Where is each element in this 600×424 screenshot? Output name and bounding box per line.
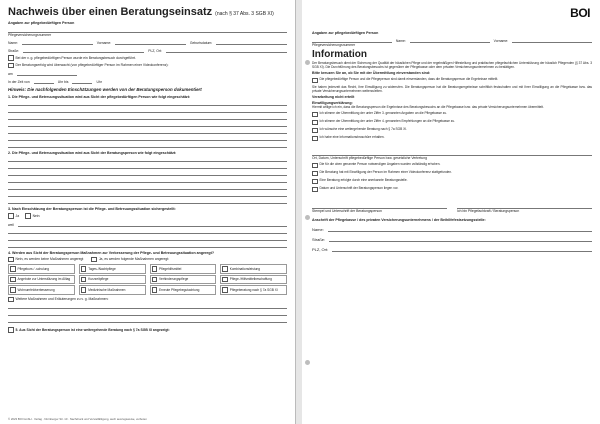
vorname-label: Vorname: [96,41,112,46]
q3-ja-checkbox[interactable] [8,213,14,219]
am-field[interactable] [17,70,77,76]
widerruf-paragraph: Sie haben jederzeit das Recht, Ihre Einwilligung zu widerrufen. Die Beratungsperson hat die Beratungsergebnisse schriftlich festzuhalten und mit Ihrer Einwilligung an die Pflegekasse bzw. das private Versicherungsunternehmen weiterzuleiten. [312,85,592,94]
vorname-label-right: Vorname: [493,39,509,43]
measure-item[interactable]: Pflegehilfsmittel [150,264,217,274]
kv-label: Pflegeversicherungsnummer [8,33,52,37]
measure-item[interactable]: Pflege-/Hilfsmittelbeschaffung [220,275,287,285]
answer-2-lines[interactable] [8,155,287,204]
einwilligung-item: Ich habe eine Informationsbroschüre erhalten. [312,135,592,141]
question-4: 4. Werden aus Sicht der Beratungsperson Maßnahmen zur Verbesserung der Pflege- und Betreuungssituation angeregt? [8,250,215,255]
measure-item[interactable]: Wohnumfeldverbesserung [8,285,75,295]
name-row [8,39,287,45]
plz-field[interactable] [166,47,287,53]
signature-row [312,202,592,213]
name-field[interactable] [22,39,93,45]
einwilligung-item: Ich wünsche eine weitergehende Beratung nach § 7a SGB XI. [312,127,592,133]
measure-item[interactable]: Pflegekurs / -schulung [8,264,75,274]
q3-ja-label: Ja [15,213,20,218]
vorname-field[interactable] [115,39,186,45]
beratung-item: Datum und Unterschrift der Beratungsperson liegen vor. [312,186,592,192]
vorname-field-right[interactable] [512,37,592,43]
weil-row [8,221,287,227]
answer-1-lines[interactable] [8,99,287,148]
measure-item[interactable]: Kurzzeitpflege [79,275,146,285]
signature-label-left: Stempel und Unterschrift der Beratungsperson [312,209,382,214]
geb-label: Geburtsdatum: [189,41,213,46]
beratung-item: Die für die oben genannte Person notwendigen Angaben wurden vollständig erhoben. [312,162,592,168]
question-1: 1. Die Pflege- und Betreuungssituation wird aus Sicht der pflegebedürftigen Person wie folgt eingeschätzt: [8,95,191,100]
anschrift-strasse-field[interactable] [329,236,592,242]
einwilligung-paragraph: Hiermit willige ich ein, dass die Beratungsperson die Ergebnisse des Beratungsbesuchs an die Pflegekasse bzw. das private Versicherungsunternehmen übermittelt. [312,105,544,110]
zeit-von-field[interactable] [34,78,54,84]
name-field-right[interactable] [410,37,490,43]
plz-label: PLZ, Ort: [148,49,162,54]
strasse-field[interactable] [23,47,144,53]
info-title: Information [312,49,367,61]
measure-item[interactable]: Pflegeberatung nach § 7a SGB XI [220,285,287,295]
besuch-check-row [8,55,287,61]
q4-nein-label: Nein, es werden keine Maßnahmen angeregt [15,257,84,262]
einwilligung-item: Ich stimme der Übermittlung der unter Ziffer 3. genannten Angaben an die Pflegekasse zu. [312,111,592,117]
beratung-item: Die Beratung hat mit Einwilligung der Person im Rahmen einer Videokonferenz stattgefunden. [312,170,592,176]
video-check-row [8,63,287,69]
footer-text: © 2023 BOI GmbH · Verlag · Nürnberger Str. 10 · Nachdruck und Vervielfältigung, auch auszugsweise, verboten [8,417,147,421]
q3-options [8,213,287,219]
weil-label: weil [8,222,14,227]
q3-nein-checkbox[interactable] [25,213,31,219]
signature-line-left[interactable] [312,202,447,209]
form-page-left [0,0,296,424]
anschrift-plz-field[interactable] [332,246,592,252]
besuch-checkbox[interactable] [8,55,14,61]
video-label: Der Beratungserfolg wird überwacht (von pflegebedürftiger Person im Rahmen einer Videokonferenz): [15,63,169,68]
punch-hole [305,360,310,365]
einwilligung-item: Ich stimme der Übermittlung der unter Ziffer 4. genannten Empfehlungen an die Pflegekasse zu. [312,119,592,125]
q4-nein-checkbox[interactable] [8,257,14,263]
besuch-label: Bei der v. g. pflegebedürftigen Person wurde ein Beratungsbesuch durchgeführt. [15,55,137,60]
q3-nein-label: Nein [32,213,40,218]
info-paragraph: Der Beratungsbesuch dient der Sicherung der Qualität der häuslichen Pflege und der regelmäßigen Hilfestellung und praktischen pflegefachlichen Unterstützung der häuslich Pflegenden (§ 37 Abs. 3 SGB XI). Die Durchführung des Beratungsbesuchs ist gegenüber der Pflegekasse oder dem privaten Versicherungsunternehmen zu bestätigen. [312,61,592,70]
q4-ja-label: Ja, es werden folgende Maßnahmen angeregt: [98,257,170,262]
q5-checkbox[interactable] [8,327,14,333]
measures-grid [8,264,287,295]
weitere-label: Weitere Maßnahmen und Erläuterungen zu v. g. Maßnahmen: [15,297,109,302]
anschrift-name-label: Name: [312,226,324,232]
person-header-right: Angaben zur pflegebedürftigen Person [312,31,379,35]
measure-item[interactable]: Medizinische Maßnahmen [79,285,146,295]
am-label: am [8,72,13,77]
name-label-right: Name: [395,39,406,43]
einwilligung-head: Einwilligungserklärung: [312,101,353,106]
answer-4-lines[interactable] [8,302,287,323]
form-title: Nachweis über einen Beratungseinsatz (nach § 37 Abs. 3 SGB XI) [8,6,274,18]
answer-3-lines[interactable] [8,227,287,248]
am-row [8,70,287,76]
weitere-checkbox[interactable] [8,297,14,303]
zeit-label: In der Zeit von [8,80,30,85]
kv-label-right: Pflegeversicherungsnummer [312,43,356,47]
q5-row [8,327,287,333]
zeit-bis-field[interactable] [72,78,92,84]
bitte-head: Bitte kreuzen Sie an, ob Sie mit der Übermittlung einverstanden sind: [312,71,431,76]
punch-hole [305,60,310,65]
consent-checkbox[interactable] [312,78,318,84]
measure-item[interactable]: Tages-/Nachtpflege [79,264,146,274]
anschrift-block [312,226,592,252]
time-row [8,78,287,84]
address-row [8,47,287,53]
question-3: 3. Nach Einschätzung der Beratungsperson ist die Pflege- und Betreuungssituation sichergestellt: [8,207,176,212]
form-page-right [302,0,600,424]
strasse-label: Straße: [8,49,20,54]
name-label: Name: [8,41,18,46]
weil-field[interactable] [18,221,287,227]
measure-item[interactable]: Kombinationsleistung [220,264,287,274]
uhr-bis-label: Uhr bis [57,80,69,85]
signature-label-1: Ort, Datum, Unterschrift pflegebedürftige Person bzw. gesetzliche Vertretung [312,156,427,161]
question-5: 5. Aus Sicht der Beratungsperson ist eine weitergehende Beratung nach § 7a SGB XI angezeigt: [15,327,170,332]
person-header: Angaben zur pflegebedürftigen Person [8,21,75,25]
signature-line-1[interactable] [312,149,592,156]
brand-logo: BOI [570,6,590,20]
form-title-sub: (nach § 37 Abs. 3 SGB XI) [215,11,274,17]
beratung-item: Eine Beratung erfolgte durch eine anerkannte Beratungsstelle. [312,178,592,184]
uhr-label: Uhr [96,80,102,85]
hinweis-text: Hinweis: Die nachfolgenden Einschätzungen werden von der Beratungsperson dokumentiert [8,87,202,93]
verarbeitung-text: Verarbeitung nicht erteilt [312,95,355,100]
q4-ja-checkbox[interactable] [91,257,97,263]
video-checkbox[interactable] [8,63,14,69]
signature-label-right: Ich bin Pflegefachkraft / Beratungsperson [457,209,520,214]
q4-options [8,257,287,263]
anschrift-head: Anschrift der Pflegekasse / des privaten Versicherungsunternehmens / der Beihilfefestsetzungsstelle: [312,217,486,222]
anschrift-name-field[interactable] [328,226,592,232]
anschrift-strasse-label: Straße: [312,236,326,242]
punch-hole [305,215,310,220]
question-2: 2. Die Pflege- und Betreuungssituation wird aus Sicht der Beratungsperson wie folgt eingeschätzt: [8,151,177,156]
measure-item[interactable]: Verhinderungspflege [150,275,217,285]
measure-item[interactable]: Angebote zur Unterstützung im Alltag [8,275,75,285]
signature-line-right[interactable] [457,202,592,209]
consent-label: Die pflegebedürftige Person und die Pflegeperson sind damit einverstanden, dass die Beratungsperson die Ergebnisse mitteilt. [319,77,499,82]
measure-item[interactable]: Erneute Pflegebegutachtung [150,285,217,295]
geb-field[interactable] [216,39,287,45]
consent-check-row [312,77,592,83]
anschrift-plz-label: PLZ, Ort: [312,246,329,252]
